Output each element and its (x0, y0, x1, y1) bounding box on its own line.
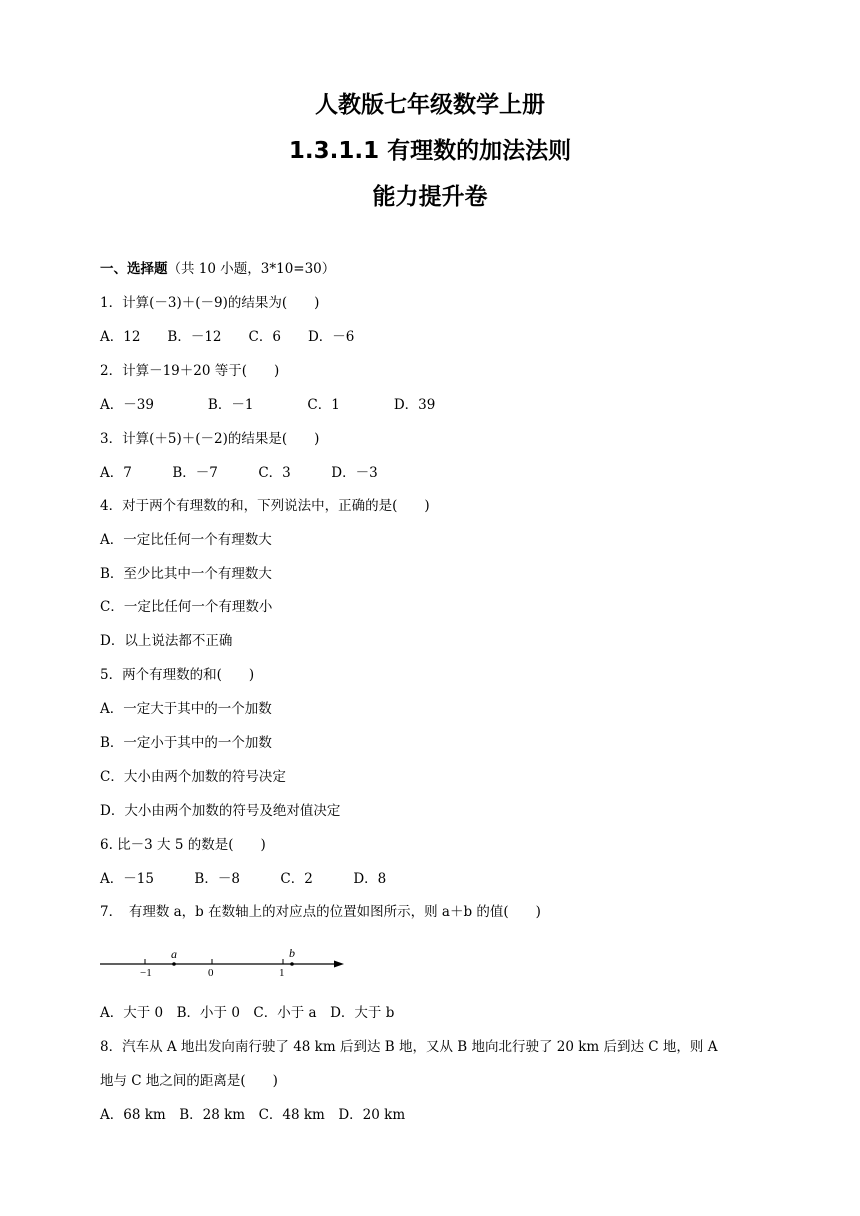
question-2-stem: 2．计算－19＋20 等于( ) (100, 363, 280, 379)
question-4-option-c: C．一定比任何一个有理数小 (100, 599, 273, 615)
number-line-figure (98, 944, 350, 978)
question-4-option-d: D．以上说法都不正确 (100, 633, 233, 649)
question-8-stem-line-1: 8．汽车从 A 地出发向南行驶了 48 km 后到达 B 地，又从 B 地向北行驶了 20 km 后到达 C 地，则 A (100, 1039, 718, 1055)
tick-label-0: 0 (208, 967, 214, 978)
question-1-stem: 1．计算(－3)＋(－9)的结果为( ) (100, 295, 320, 311)
question-5-option-d: D．大小由两个加数的符号及绝对值决定 (100, 803, 341, 819)
question-4-stem: 4．对于两个有理数的和，下列说法中，正确的是( ) (100, 498, 430, 514)
point-a (172, 962, 176, 966)
question-8-stem-line-2: 地与 C 地之间的距离是( ) (100, 1073, 278, 1089)
question-5-option-c: C．大小由两个加数的符号决定 (100, 769, 286, 785)
number-line-arrow (334, 961, 344, 968)
point-label-b: b (289, 946, 295, 960)
question-4-option-b: B．至少比其中一个有理数大 (100, 566, 272, 582)
section-note: （共 10 小题，3*10=30） (167, 261, 336, 277)
point-b (290, 962, 294, 966)
question-4-option-a: A．一定比任何一个有理数大 (100, 532, 272, 548)
tick-label-1: 1 (279, 967, 285, 978)
question-6-stem: 6. 比－3 大 5 的数是( ) (100, 837, 266, 853)
question-1-options: A．12 B．－12 C．6 D．－6 (100, 329, 355, 345)
doc-title: 人教版七年级数学上册 (315, 92, 545, 118)
doc-subtitle-2: 能力提升卷 (372, 184, 488, 210)
point-label-a: a (171, 947, 177, 961)
question-8-options: A．68 km B．28 km C．48 km D．20 km (100, 1107, 406, 1123)
question-7-options: A．大于 0 B．小于 0 C．小于 a D．大于 b (100, 1005, 395, 1021)
question-5-stem: 5．两个有理数的和( ) (100, 667, 255, 683)
question-5-option-a: A．一定大于其中的一个加数 (100, 701, 272, 717)
question-3-options: A．7 B．－7 C．3 D．－3 (100, 465, 378, 481)
doc-subtitle: 1.3.1.1 有理数的加法法则 (288, 138, 572, 164)
question-5-option-b: B．一定小于其中的一个加数 (100, 735, 272, 751)
section-heading (100, 260, 335, 278)
section-title: 一、选择题 (100, 261, 168, 277)
question-6-options: A．－15 B．－8 C．2 D．8 (100, 871, 387, 887)
question-2-options: A．－39 B．－1 C．1 D．39 (100, 397, 436, 413)
question-7-stem: 7． 有理数 a，b 在数轴上的对应点的位置如图所示，则 a＋b 的值( ) (100, 904, 541, 920)
question-3-stem: 3．计算(＋5)＋(－2)的结果是( ) (100, 431, 320, 447)
tick-label-minus-1: −1 (140, 967, 152, 978)
